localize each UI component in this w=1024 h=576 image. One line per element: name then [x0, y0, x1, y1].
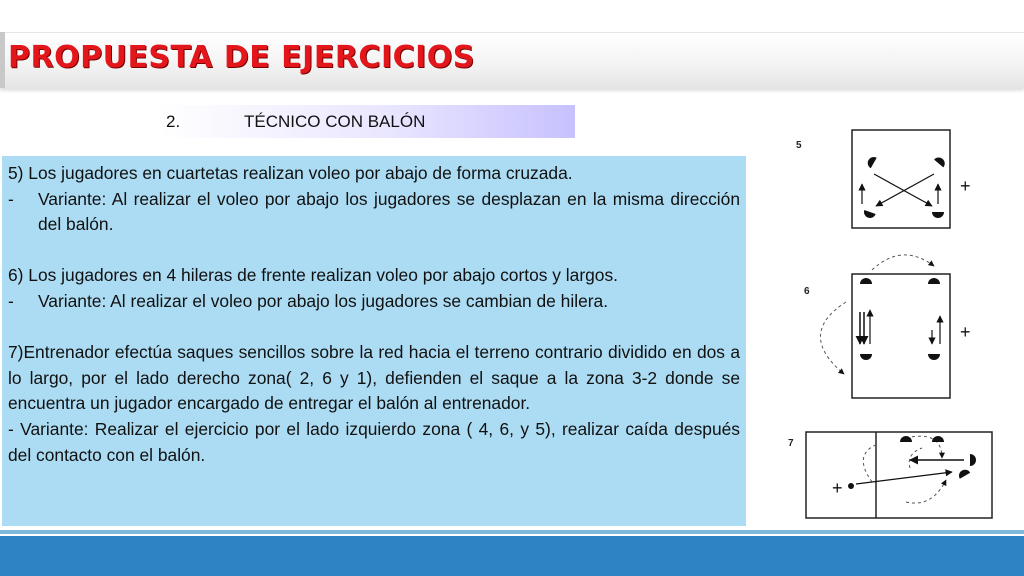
exercise-7-variant: - Variante: Realizar el ejercicio por el lado izquierdo zona ( 4, 6, y 5), realizar caída después del contacto con el balón.	[8, 418, 740, 465]
diagram-exercise-7	[782, 424, 998, 524]
exercise-6-variant	[8, 289, 740, 315]
section-heading	[160, 105, 575, 138]
diagram-exercise-5	[786, 126, 986, 231]
section-number: 2.	[166, 112, 181, 131]
coach-symbol: +	[960, 176, 971, 196]
slide-title: PROPUESTA DE EJERCICIOS	[8, 40, 475, 75]
exercise-5-variant-text: Variante: Al realizar el voleo por abajo los jugadores se desplazan en la misma dirección del balón.	[38, 188, 740, 235]
exercise-6-variant-text: Variante: Al realizar el voleo por abajo los jugadores se cambian de hilera.	[38, 290, 609, 311]
bullet-dash: -	[8, 188, 14, 209]
paragraph-gap	[8, 238, 740, 264]
exercise-description-box	[2, 156, 746, 526]
section-label: TÉCNICO CON BALÓN	[244, 112, 426, 131]
diagram-7-label: 7	[788, 438, 794, 449]
ball-icon	[848, 483, 854, 489]
coach-symbol: +	[832, 478, 843, 498]
diagram-6-label: 6	[804, 286, 810, 297]
exercise-6-text: 6) Los jugadores en 4 hileras de frente realizan voleo por abajo cortos y largos.	[8, 265, 618, 286]
coach-symbol: +	[960, 322, 971, 342]
title-accent	[0, 32, 5, 88]
diagram-5-label: 5	[796, 140, 802, 151]
exercise-5-variant	[8, 187, 740, 238]
paragraph-gap	[8, 315, 740, 341]
footer-bar	[0, 536, 1024, 576]
dashed-arrow-icon	[872, 255, 934, 270]
dashed-arrow-icon	[820, 302, 846, 374]
bullet-dash: -	[8, 290, 14, 311]
court-square	[852, 274, 950, 398]
footer-divider	[0, 530, 1024, 534]
diagram-exercise-6	[786, 244, 986, 404]
exercise-5-text: 5) Los jugadores en cuartetas realizan voleo por abajo de forma cruzada.	[8, 163, 573, 183]
exercise-7-text: 7)Entrenador efectúa saques sencillos sobre la red hacia el terreno contrario dividido en dos a lo largo, por el lado derecho zona( 2, 6 y 1), defienden el saque a la zona 3-2 donde se encuentra un jugador encargado de entregar el balón al entrenador.	[8, 342, 740, 414]
